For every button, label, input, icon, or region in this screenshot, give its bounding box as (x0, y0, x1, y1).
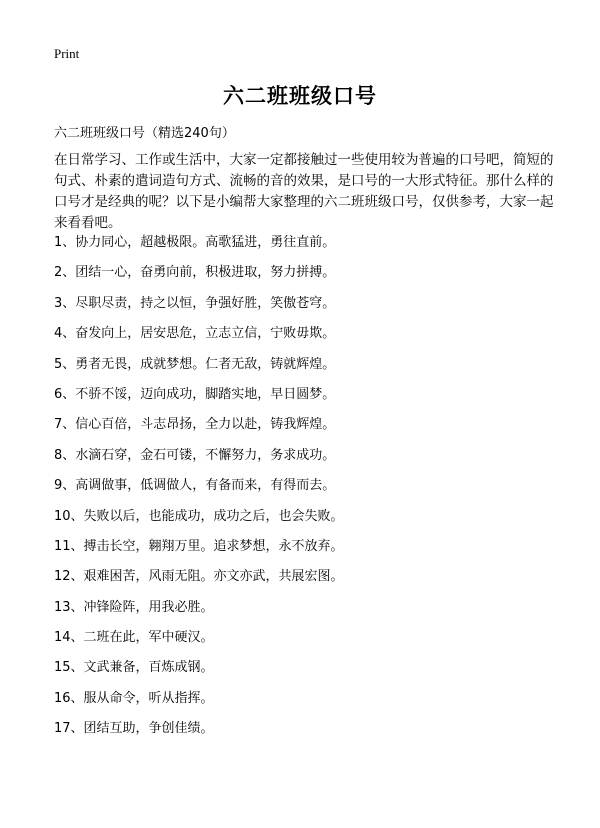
list-item: 11、搏击长空，翱翔万里。追求梦想，永不放弃。 (54, 538, 344, 554)
list-item: 5、勇者无畏，成就梦想。仁者无敌，铸就辉煌。 (54, 356, 336, 372)
list-item: 16、服从命令，听从指挥。 (54, 690, 214, 706)
intro-paragraph: 在日常学习、工作或生活中，大家一定都接触过一些使用较为普遍的口号吧，简短的句式、朴素的遣词造句方式、流畅的音的效果，是口号的一大形式特征。那什么样的口号才是经典的呢？以下是小编帮大家整理的六二班班级口号，仅供参考，大家一起来看看吧。 (54, 152, 554, 231)
article-subtitle: 六二班班级口号（精选240句） (54, 126, 235, 141)
list-item: 13、冲锋险阵，用我必胜。 (54, 599, 214, 615)
list-item: 4、奋发向上，居安思危，立志立信，宁败毋欺。 (54, 326, 336, 342)
slogan-list (54, 233, 344, 750)
list-item: 12、艰难困苦，风雨无阻。亦文亦武，共展宏图。 (54, 569, 344, 585)
list-item: 8、水滴石穿，金石可镂，不懈努力，务求成功。 (54, 447, 336, 463)
list-item: 3、尽职尽责，持之以恒，争强好胜，笑傲苍穹。 (54, 295, 336, 311)
list-item: 17、团结互助，争创佳绩。 (54, 721, 214, 737)
list-item: 9、高调做事，低调做人，有备而来，有得而去。 (54, 478, 336, 494)
list-item: 10、失败以后，也能成功，成功之后，也会失败。 (54, 508, 344, 524)
list-item: 1、协力同心，超越极限。高歌猛进，勇往直前。 (54, 235, 336, 250)
page-title: 六二班班级口号 (223, 84, 377, 108)
print-link[interactable]: Print (54, 46, 80, 61)
list-item: 15、文武兼备，百炼成钢。 (54, 660, 214, 676)
list-item: 6、不骄不馁，迈向成功，脚踏实地，早日圆梦。 (54, 386, 336, 402)
list-item: 2、团结一心，奋勇向前，积极进取，努力拼搏。 (54, 265, 336, 281)
list-item: 14、二班在此，军中硬汉。 (54, 630, 214, 646)
list-item: 7、信心百倍，斗志昂扬，全力以赴，铸我辉煌。 (54, 417, 336, 433)
